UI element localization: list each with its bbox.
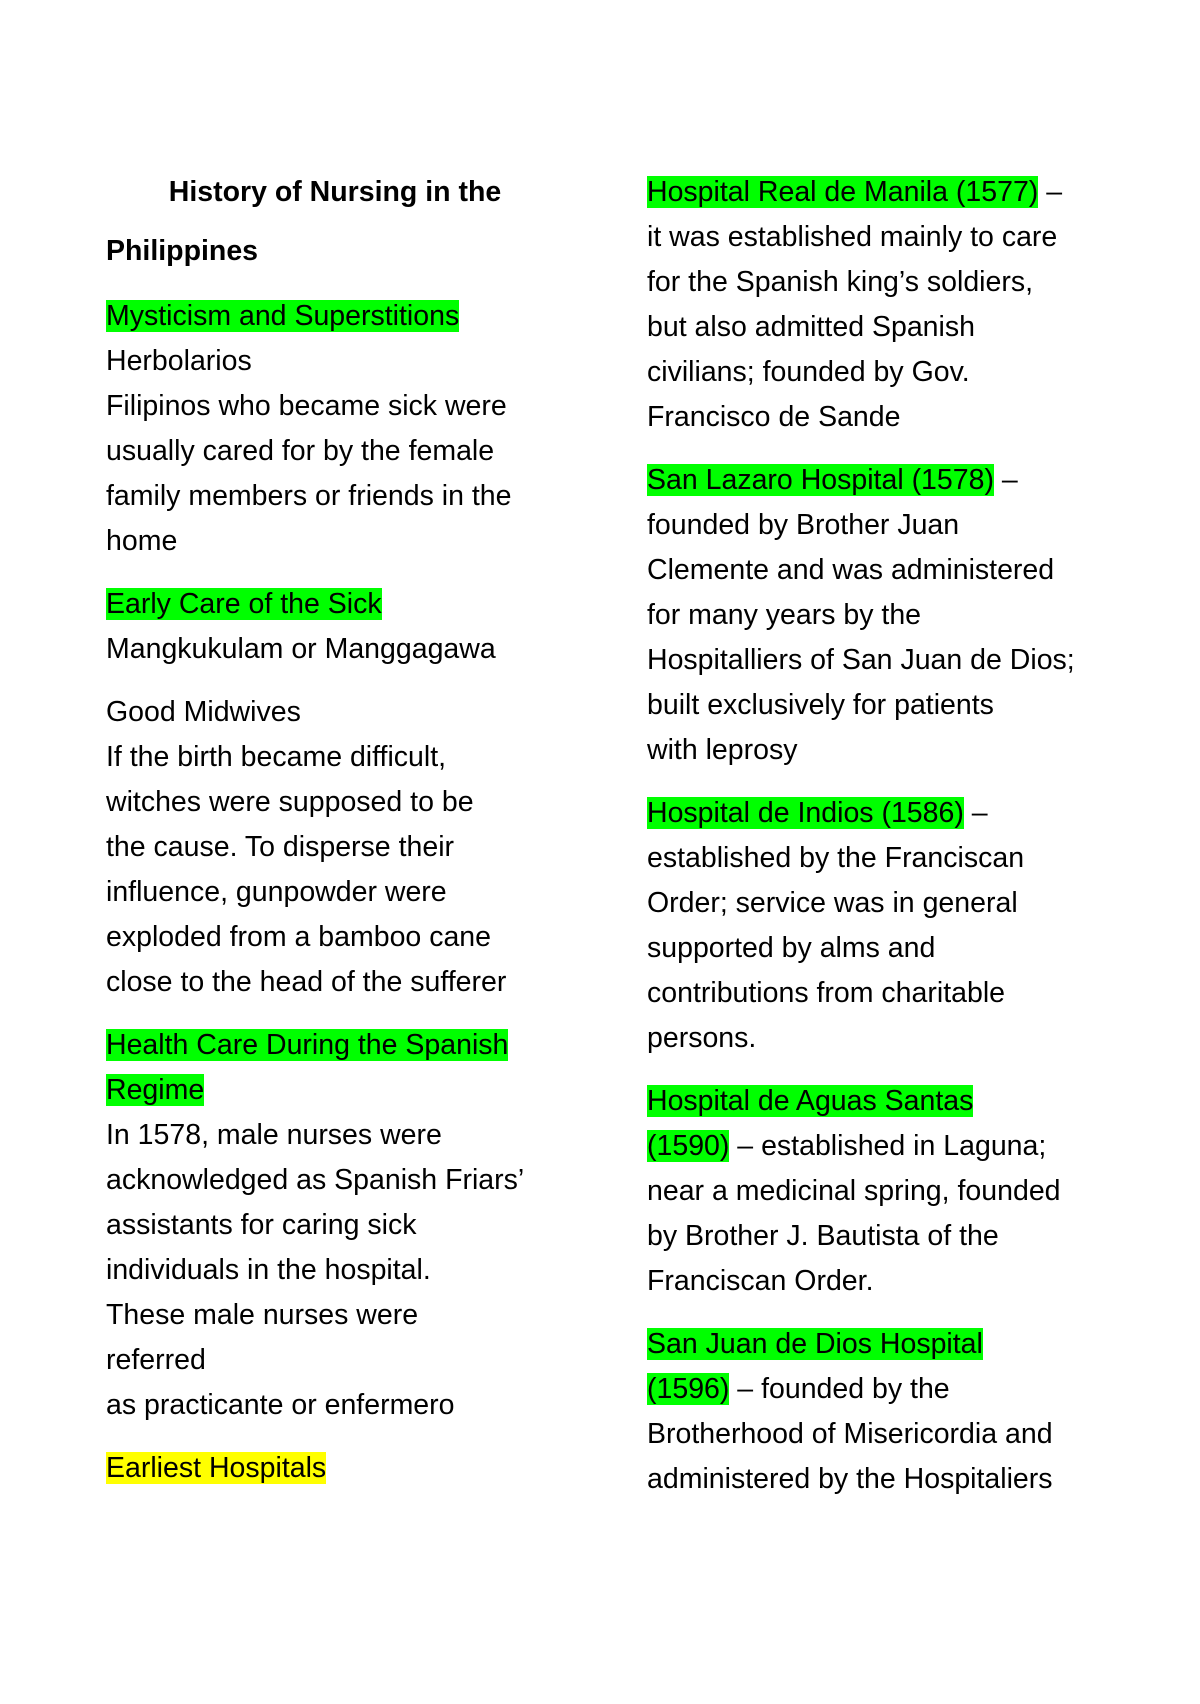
hospital-heading: (1590) xyxy=(647,1130,730,1162)
body-line: If the birth became difficult, xyxy=(106,741,447,773)
right-column xyxy=(647,170,1117,1520)
body-line: usually cared for by the female xyxy=(106,435,495,467)
body-line: with leprosy xyxy=(647,734,798,766)
section-heading: Early Care of the Sick xyxy=(106,588,382,620)
document-title xyxy=(106,170,576,274)
body-line: near a medicinal spring, founded xyxy=(647,1175,1061,1207)
hospital-heading: San Lazaro Hospital (1578) xyxy=(647,464,994,496)
section-subheading: Mangkukulam or Manggagawa xyxy=(106,633,496,665)
section-midwives xyxy=(106,690,576,1005)
body-line: it was established mainly to care xyxy=(647,221,1058,253)
section-heading: Earliest Hospitals xyxy=(106,1452,327,1484)
body-line: the cause. To disperse their xyxy=(106,831,455,863)
section-subheading: Herbolarios xyxy=(106,345,252,377)
hospital-real-de-manila xyxy=(647,170,1117,440)
body-line: as practicante or enfermero xyxy=(106,1389,455,1421)
body-text: – established in Laguna; xyxy=(729,1130,1047,1162)
left-column xyxy=(106,170,576,1509)
section-heading: Health Care During the Spanish xyxy=(106,1029,509,1061)
body-line: acknowledged as Spanish Friars’ xyxy=(106,1164,525,1196)
body-line: Hospitalliers of San Juan de Dios; xyxy=(647,644,1075,676)
body-line: for many years by the xyxy=(647,599,922,631)
body-line: Order; service was in general xyxy=(647,887,1018,919)
body-line: supported by alms and xyxy=(647,932,936,964)
section-early-care xyxy=(106,582,576,672)
section-spanish-regime xyxy=(106,1023,576,1428)
body-line: but also admitted Spanish xyxy=(647,311,975,343)
body-line: influence, gunpowder were xyxy=(106,876,447,908)
section-subheading: Good Midwives xyxy=(106,696,301,728)
hospital-heading: Hospital de Aguas Santas xyxy=(647,1085,974,1117)
body-line: persons. xyxy=(647,1022,757,1054)
body-line: for the Spanish king’s soldiers, xyxy=(647,266,1034,298)
san-lazaro-hospital xyxy=(647,458,1117,773)
body-line: family members or friends in the xyxy=(106,480,512,512)
body-line: assistants for caring sick xyxy=(106,1209,417,1241)
section-mysticism xyxy=(106,294,576,564)
hospital-de-indios xyxy=(647,791,1117,1061)
body-line: Filipinos who became sick were xyxy=(106,390,507,422)
body-line: Franciscan Order. xyxy=(647,1265,874,1297)
dash: – xyxy=(963,797,988,829)
body-line: witches were supposed to be xyxy=(106,786,474,818)
body-line: These male nurses were xyxy=(106,1299,419,1331)
hospital-heading: Hospital Real de Manila (1577) xyxy=(647,176,1039,208)
body-line: exploded from a bamboo cane xyxy=(106,921,492,953)
hospital-heading: Hospital de Indios (1586) xyxy=(647,797,964,829)
title-line-2: Philippines xyxy=(106,235,259,267)
body-line: Clemente and was administered xyxy=(647,554,1055,586)
body-line: established by the Franciscan xyxy=(647,842,1025,874)
body-line: close to the head of the sufferer xyxy=(106,966,507,998)
san-juan-de-dios-hospital xyxy=(647,1322,1117,1502)
body-line: contributions from charitable xyxy=(647,977,1006,1009)
title-line-1: History of Nursing in the xyxy=(168,176,502,208)
body-line: Brotherhood of Misericordia and xyxy=(647,1418,1053,1450)
body-line: civilians; founded by Gov. xyxy=(647,356,970,388)
hospital-heading: San Juan de Dios Hospital xyxy=(647,1328,983,1360)
body-line: administered by the Hospitaliers xyxy=(647,1463,1053,1495)
hospital-heading: (1596) xyxy=(647,1373,730,1405)
dash: – xyxy=(1038,176,1063,208)
body-text: – founded by the xyxy=(729,1373,950,1405)
dash: – xyxy=(993,464,1018,496)
body-line: built exclusively for patients xyxy=(647,689,994,721)
section-heading: Mysticism and Superstitions xyxy=(106,300,460,332)
section-heading: Regime xyxy=(106,1074,205,1106)
body-line: Francisco de Sande xyxy=(647,401,901,433)
hospital-de-aguas-santas xyxy=(647,1079,1117,1304)
body-line: In 1578, male nurses were xyxy=(106,1119,442,1151)
body-line: founded by Brother Juan xyxy=(647,509,960,541)
body-line: individuals in the hospital. xyxy=(106,1254,431,1286)
body-line: home xyxy=(106,525,178,557)
section-earliest-hospitals xyxy=(106,1446,576,1491)
body-line: by Brother J. Bautista of the xyxy=(647,1220,999,1252)
body-line: referred xyxy=(106,1344,206,1376)
